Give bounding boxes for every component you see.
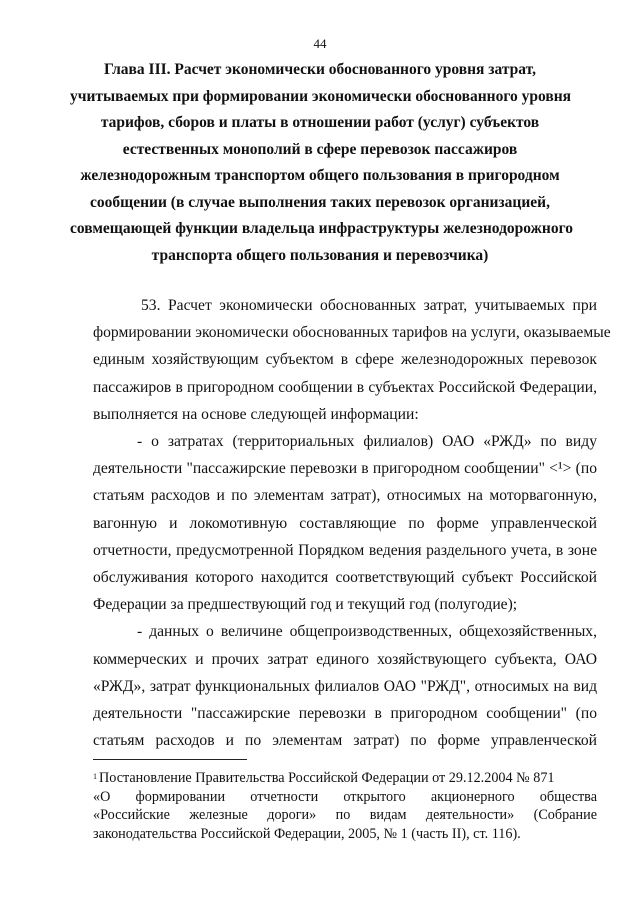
heading-line: учитываемых при формировании экономически обоснованного уровня <box>70 87 572 105</box>
footnote-line: Постановление Правительства Российской Федерации от 29.12.2004 № 871 <box>99 770 555 786</box>
paragraph-53-line: единым хозяйствующим субъектом в сфере железнодорожных перевозок <box>93 351 597 369</box>
list-item-costs-line: вагонную и локомотивную составляющие по форме управленческой <box>93 514 597 532</box>
list-item-data-line: деятельности "пассажирские перевозки в пригородном сообщении" (по <box>93 705 597 723</box>
list-item-costs-line: Федерации за предшествующий год и текущий год (полугодие); <box>93 596 518 614</box>
list-item-costs-line: отчетности, предусмотренной Порядком ведения раздельного учета, в зоне <box>93 541 597 559</box>
paragraph-53-line: 53. Расчет экономически обоснованных затрат, учитываемых при <box>141 297 597 314</box>
paragraph-53-line: формировании экономически обоснованных тарифов на услуги, оказываемые <box>93 324 611 342</box>
body-text <box>93 292 611 754</box>
heading-line: железнодорожным транспортом общего пользования в пригородном <box>80 167 560 184</box>
list-item-data-line: «РЖД», затрат функциональных филиалов ОАО "РЖД", относимых на вид <box>93 677 597 695</box>
heading-line: сообщении (в случае выполнения таких перевозок организацией, <box>90 193 550 211</box>
footnote-marker: 1 <box>93 772 97 781</box>
page-number: 44 <box>313 36 327 51</box>
heading-line: транспорта общего пользования и перевозчика) <box>151 246 489 264</box>
paragraph-53-line: пассажиров в пригородном сообщении в субъектах Российской Федерации, <box>93 378 597 396</box>
chapter-heading <box>70 57 573 269</box>
footnote-line: законодательства Российской Федерации, 2005, № 1 (часть II), ст. 116). <box>93 825 521 842</box>
footnote <box>93 768 597 843</box>
heading-line: совмещающей функции владельца инфраструктуры железнодорожного <box>70 220 573 237</box>
list-item-costs-line: обслуживания которого находится соответствующий субъект Российской <box>93 569 597 587</box>
list-item-data-line: статьям расходов и по элементам затрат) по форме управленческой <box>93 732 597 750</box>
paragraph-53-line: выполняется на основе следующей информации: <box>93 405 419 423</box>
list-item-costs-line: деятельности "пассажирские перевозки в пригородном сообщении" <¹> (по <box>93 460 597 478</box>
list-item-costs-line: статьям расходов и по элементам затрат), относимых на моторвагонную, <box>93 487 597 505</box>
list-item-costs-line: - о затратах (территориальных филиалов) ОАО «РЖД» по виду <box>137 433 597 451</box>
heading-line: тарифов, сборов и платы в отношении работ (услуг) субъектов <box>100 114 540 131</box>
list-item-data-line: коммерческих и прочих затрат единого хозяйствующего субъекта, ОАО <box>93 650 597 668</box>
heading-line: естественных монополий в сфере перевозок пассажиров <box>122 140 518 158</box>
list-item-data-line: - данных о величине общепроизводственных, общехозяйственных, <box>137 623 597 641</box>
heading-line: Глава III. Расчет экономически обоснованного уровня затрат, <box>104 61 536 78</box>
footnote-line: «Российские железные дороги» по видам деятельности» (Собрание <box>93 807 597 824</box>
footnote-line: «О формировании отчетности открытого акционерного общества <box>93 788 597 805</box>
footnote-separator <box>93 759 247 760</box>
